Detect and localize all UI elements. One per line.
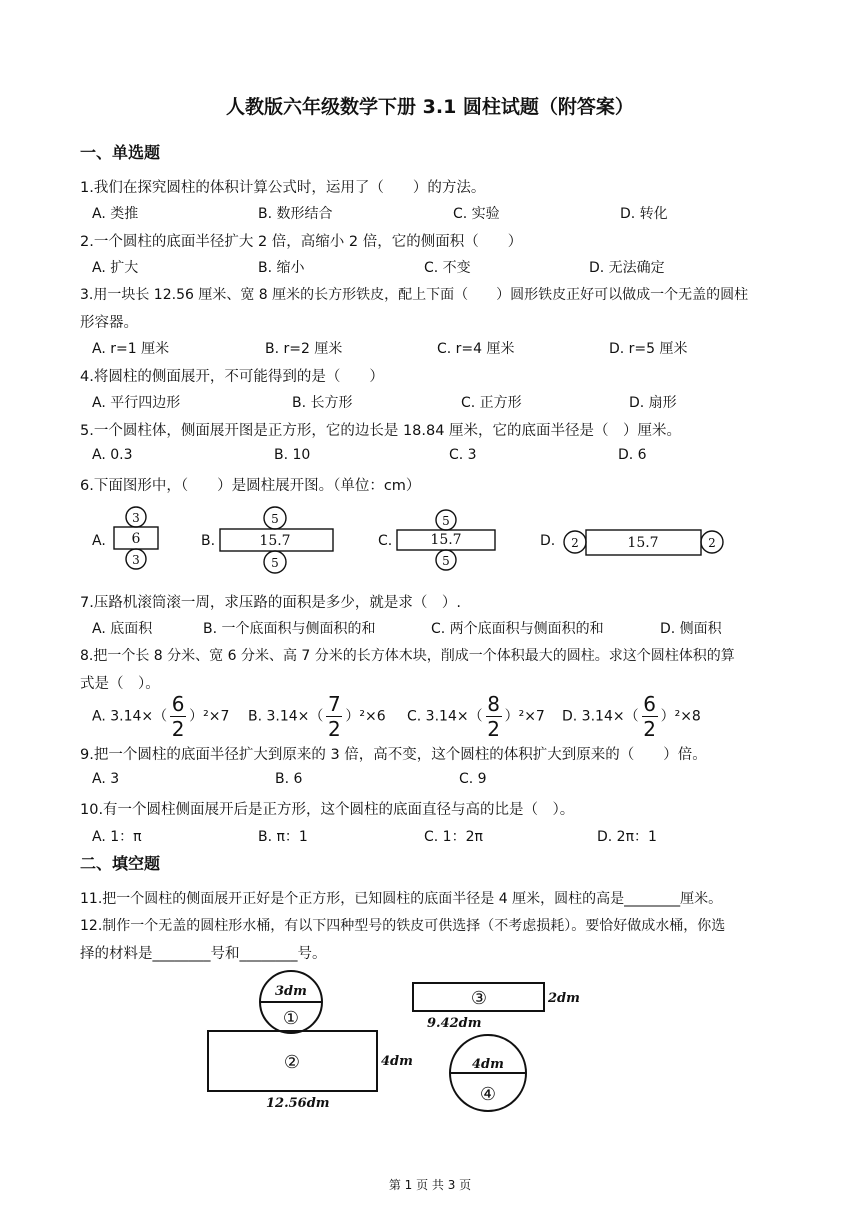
q3-option-a[interactable]: A. r=1 厘米 (92, 341, 170, 357)
q12-figure (0, 965, 860, 1115)
q8-option-b[interactable]: B. 3.14×（ $\frac{7}{2}$ ）²×6 (248, 692, 386, 741)
question-3-line2: 形容器。 (80, 315, 138, 331)
question-4: 4.将圆柱的侧面展开，不可能得到的是（ ） (80, 369, 384, 385)
q7-option-a[interactable]: A. 底面积 (92, 621, 153, 637)
sheet-2-number: ② (283, 1052, 301, 1073)
question-5: 5.一个圆柱体，侧面展开图是正方形，它的边长是 18.84 厘米，它的底面半径是（ ）厘米。 (80, 423, 682, 439)
q2-option-d[interactable]: D. 无法确定 (589, 260, 665, 276)
fraction: $\frac{7}{2}$ (328, 692, 341, 741)
sheet-4-diameter-label: 4dm (472, 1057, 504, 1072)
q6-d-circle-right: 2 (708, 536, 716, 550)
q8-option-a[interactable]: A. 3.14×（ $\frac{6}{2}$ ）²×7 (92, 692, 230, 741)
question-2: 2.一个圆柱的底面半径扩大 2 倍，高缩小 2 倍，它的侧面积（ ） (80, 234, 523, 250)
question-8-line1: 8.把一个长 8 分米、宽 6 分米、高 7 分米的长方体木块，削成一个体积最大的圆柱。求这个圆柱体积的算 (80, 648, 735, 664)
q10-option-b[interactable]: B. π：1 (258, 829, 308, 845)
q4-option-a[interactable]: A. 平行四边形 (92, 395, 181, 411)
sheet-1-diameter-label: 3dm (275, 984, 307, 999)
q2-option-b[interactable]: B. 缩小 (258, 260, 305, 276)
fraction: $\frac{6}{2}$ (171, 692, 185, 741)
question-12-line2: 择的材料是________号和________号。 (80, 946, 327, 962)
q3-option-b[interactable]: B. r=2 厘米 (265, 341, 343, 357)
q6-b-circle-top: 5 (271, 512, 279, 526)
q9-option-a[interactable]: A. 3 (92, 771, 120, 787)
q6-option-c[interactable]: C. (378, 533, 393, 549)
question-7: 7.压路机滚筒滚一周，求压路的面积是多少，就是求（ ）. (80, 595, 461, 611)
sheet-2-height-label: 4dm (381, 1054, 413, 1069)
page-footer: 第 1 页 共 3 页 (388, 1178, 472, 1192)
q6-b-circle-bottom: 5 (271, 556, 279, 570)
q9-option-b[interactable]: B. 6 (275, 771, 303, 787)
question-1: 1.我们在探究圆柱的体积计算公式时，运用了（ ）的方法。 (80, 180, 486, 196)
q5-option-c[interactable]: C. 3 (449, 447, 477, 463)
question-12-line1: 12.制作一个无盖的圆柱形水桶，有以下四种型号的铁皮可供选择（不考虑损耗）。要恰好做成水桶，你选 (80, 918, 726, 934)
q1-option-b[interactable]: B. 数形结合 (258, 206, 333, 222)
sheet-2-width-label: 12.56dm (266, 1096, 330, 1111)
q6-a-circle-bottom: 3 (132, 553, 140, 567)
q10-option-a[interactable]: A. 1：π (92, 829, 142, 845)
q6-figures (0, 500, 860, 580)
q1-option-a[interactable]: A. 类推 (92, 206, 139, 222)
question-11: 11.把一个圆柱的侧面展开正好是个正方形，已知圆柱的底面半径是 4 厘米，圆柱的高是________厘米。 (80, 891, 723, 907)
q2-option-c[interactable]: C. 不变 (424, 260, 471, 276)
q3-option-c[interactable]: C. r=4 厘米 (437, 341, 515, 357)
page-title: 人教版六年级数学下册 3.1 圆柱试题（附答案） (226, 96, 634, 118)
q6-a-rect: 6 (131, 531, 141, 547)
q9-option-c[interactable]: C. 9 (459, 771, 487, 787)
section-heading-fill-blank: 二、填空题 (80, 854, 161, 873)
q8-option-d[interactable]: D. 3.14×（ $\frac{6}{2}$ ）²×8 (562, 692, 701, 741)
q10-option-c[interactable]: C. 1：2π (424, 829, 483, 845)
q8-option-c[interactable]: C. 3.14×（ $\frac{8}{2}$ ）²×7 (407, 692, 545, 741)
q6-option-d[interactable]: D. (540, 533, 556, 549)
q7-option-d[interactable]: D. 侧面积 (660, 621, 722, 637)
q6-d-circle-left: 2 (571, 536, 579, 550)
sheet-3-height-label: 2dm (548, 991, 580, 1006)
q6-c-circle-top: 5 (442, 514, 450, 528)
sheet-4-number: ④ (479, 1084, 497, 1105)
sheet-3-number: ③ (470, 988, 488, 1009)
q6-b-rect: 15.7 (259, 533, 291, 549)
q10-option-d[interactable]: D. 2π：1 (597, 829, 657, 845)
q4-option-c[interactable]: C. 正方形 (461, 395, 522, 411)
fraction: $\frac{6}{2}$ (643, 692, 656, 741)
q5-option-d[interactable]: D. 6 (618, 447, 647, 463)
q6-c-rect: 15.7 (430, 532, 462, 548)
q4-option-d[interactable]: D. 扇形 (629, 395, 677, 411)
q2-option-a[interactable]: A. 扩大 (92, 260, 139, 276)
q6-a-circle-top: 3 (132, 511, 140, 525)
q3-option-d[interactable]: D. r=5 厘米 (609, 341, 688, 357)
sheet-1-number: ① (282, 1008, 300, 1029)
question-9: 9.把一个圆柱的底面半径扩大到原来的 3 倍，高不变，这个圆柱的体积扩大到原来的（ ）倍。 (80, 747, 707, 763)
q6-option-b[interactable]: B. (201, 533, 216, 549)
q6-d-rect: 15.7 (627, 535, 659, 551)
sheet-3-width-label: 9.42dm (427, 1016, 482, 1031)
fraction: $\frac{8}{2}$ (487, 692, 500, 741)
question-8-line2: 式是（ ）。 (80, 676, 160, 692)
question-6: 6.下面图形中，（ ）是圆柱展开图。（单位：cm） (80, 478, 421, 494)
section-heading-single-choice: 一、单选题 (80, 143, 161, 162)
q7-option-b[interactable]: B. 一个底面积与侧面积的和 (203, 621, 376, 637)
q1-option-c[interactable]: C. 实验 (453, 206, 500, 222)
q7-option-c[interactable]: C. 两个底面积与侧面积的和 (431, 621, 604, 637)
q1-option-d[interactable]: D. 转化 (620, 206, 668, 222)
q5-option-b[interactable]: B. 10 (274, 447, 311, 463)
q6-option-a[interactable]: A. (92, 533, 106, 549)
q6-c-circle-bottom: 5 (442, 554, 450, 568)
q4-option-b[interactable]: B. 长方形 (292, 395, 353, 411)
question-10: 10.有一个圆柱侧面展开后是正方形，这个圆柱的底面直径与高的比是（ ）。 (80, 802, 575, 818)
question-3-line1: 3.用一块长 12.56 厘米、宽 8 厘米的长方形铁皮，配上下面（ ）圆形铁皮正好可以做成一个无盖的圆柱 (80, 287, 749, 303)
q5-option-a[interactable]: A. 0.3 (92, 447, 133, 463)
